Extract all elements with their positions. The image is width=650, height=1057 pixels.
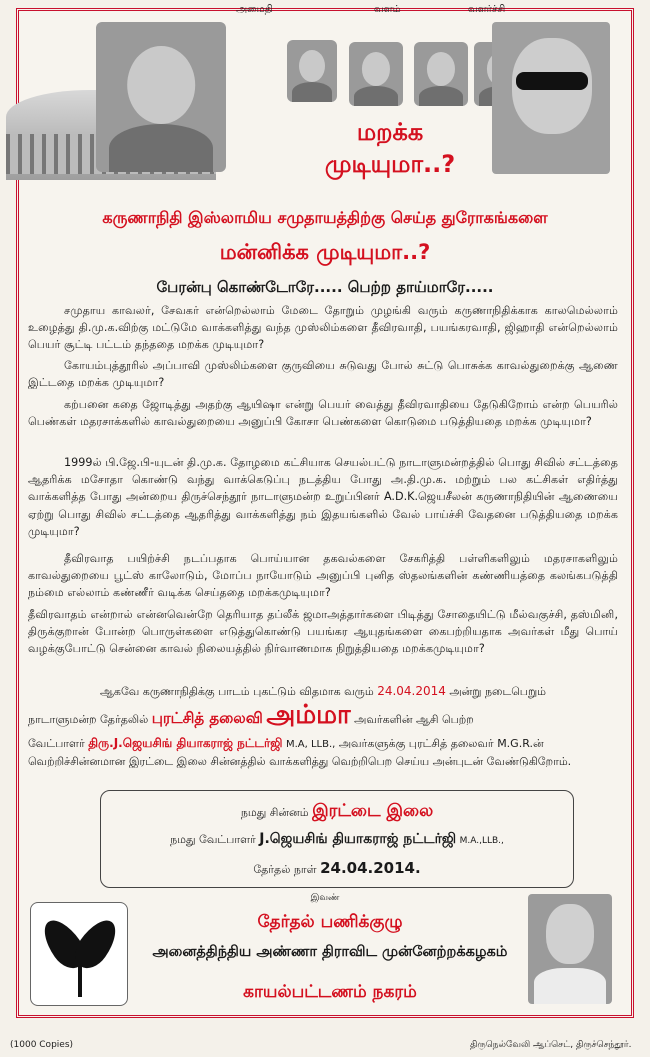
appeal-line3: வேட்பாளர் திரு.J.ஜெயசிங் தியாகராஜ் நட்டர்ஜி M.A, LLB., அவர்களுக்கு புரட்சித் தலைவர் M.G.R.ன் வெற்றிச்சின்னமான இரட்டை இலை சின்னத்தில் வாக்களித்து வெற்றிபெற செய்ய அன்புடன் வேண்டுகிறோம். <box>28 736 572 768</box>
header-label-growth: வளர்ச்சி <box>468 4 506 15</box>
slogan-line2: முடியுமா..? <box>324 150 456 178</box>
leader-photo-2 <box>349 42 403 106</box>
paragraph-5: தீவிரவாத பயிற்ச்சி நடப்பதாக பொய்யான தகவல்களை சேகரித்தி பள்ளிகளிலும் மதரசாகளிலும் காவல்துறையை பூட்ஸ் காலோடும், மோப்ப நாயோடும் அனுப்பி புனித ஸ்தலங்களின் கண்ணியத்தை கலங்கபடுத்தி நம்மை எல்லாம் கண்ணீர் வடிக்க செய்ததை மறக்கமுடியுமா? <box>28 552 618 600</box>
party-name: அனைத்திந்திய அண்ணா திராவிட முன்னேற்றக்கழகம் <box>152 944 508 960</box>
headline-line1: கருணாநிதி இஸ்லாமிய சமுதாயத்திற்கு செய்த துரோகங்களை <box>102 208 548 227</box>
signature-by: இவண் <box>310 893 340 903</box>
paragraph-1: சமுதாய காவலர், சேவகர் என்றெல்லாம் மேடை தோறும் முழங்கி வரும் கருணாநிதிக்காக காலமெல்லாம் உழைத்து தி.மு.க.விற்கு மட்டுமே வாக்களித்து வந்த முஸ்லிம்களை தீவிரவாதி, பயங்கரவாதி, ஜிஹாதி என்றெல்லாம் பெயர் சூட்டி பட்டம் தந்ததை மறக்க முடியுமா? <box>28 304 618 352</box>
mgr-portrait-photo <box>492 22 610 174</box>
candidate-photo <box>528 894 612 1004</box>
box-candidate-line: நமது வேட்பாளர் J.ஜெயசிங் தியாகராஜ் நட்டர்ஜி M.A.,LLB., <box>170 831 504 847</box>
header-label-prosperity: வளம் <box>374 4 401 15</box>
appeal-line1: ஆகவே கருணாநிதிக்கு பாடம் புகட்டும் விதமாக வரும் 24.04.2014 அன்று நடைபெறும் <box>100 684 547 698</box>
election-committee: தேர்தல் பணிக்குழு <box>257 912 403 932</box>
printer-note: திருநெல்வேலி ஆப்செட், திருச்செந்தூர். <box>470 1040 632 1050</box>
leader-portrait-photo <box>96 22 226 172</box>
appeal-line2: நாடாளுமன்ற தேர்தலில் புரட்சித் தலைவி அம்மா அவர்களின் ஆசி பெற்ற <box>28 700 474 730</box>
slogan-line1: மறக்க <box>356 118 424 146</box>
leader-name: அம்மா <box>266 700 351 730</box>
header-label-peace: அமைதி <box>236 4 273 15</box>
leader-photo-1 <box>287 40 337 102</box>
copies-note: (1000 Copies) <box>10 1040 74 1050</box>
headline-line2: மன்னிக்க முடியுமா..? <box>219 240 431 264</box>
box-symbol-line: நமது சின்னம் இரட்டை இலை <box>240 801 434 821</box>
paragraph-3: கற்பனை கதை ஜோடித்து அதற்கு ஆயிஷா என்று பெயர் வைத்து தீவிரவாதியை தேடுகிறோம் என்ற பெயரில் பெண்கள் மதரசாக்களில் காவல்துறையை அனுப்பி கோசா பெண்களை கொடுமை படுத்தியதை மறக்க முடியுமா? <box>28 398 618 429</box>
two-leaves-symbol-icon <box>30 902 128 1006</box>
candidate-name: திரு.J.ஜெயசிங் தியாகராஜ் நட்டர்ஜி <box>88 736 283 750</box>
town-name: காயல்பட்டணம் நகரம் <box>243 982 417 1002</box>
paragraph-4: 1999ல் பி.ஜே.பி-யுடன் தி.மு.க. தோழமை கட்சியாக செயல்பட்டு நாடாளுமன்றத்தில் பொது சிவில் சட்டத்தை ஆதரிக்க மசோதா கொண்டு வந்து வாக்கெடுப்பு நடத்திய போது அ.தி.மு.க. மற்றும் பல கட்சிகள் எதிர்த்து வாக்களித்த போது அன்றைய திருச்செந்தூர் நாடாளுமன்ற உறுப்பினர் A.D.K.ஜெயசீலன் கருணாநிதியின் ஆணையை ஏற்று பொது சிவில் சட்டத்தை ஆதரித்து வாக்களித்து நம் இதயங்களில் வேல் பாய்ச்சி வேதனை படுத்தியதை மறக்க முடியுமா? <box>28 456 618 538</box>
election-date: 24.04.2014 <box>377 684 446 698</box>
paragraph-6: தீவிரவாதம் என்றால் என்னவென்றே தெரியாத தப்லீக் ஜமாஅத்தார்களை பிடித்து சோதையிட்டு மீல்வகுச்சி, தஸ்மினி, திருக்குறான் போன்ற பொருள்களை எடுத்துகொண்டு பயங்கர ஆயுதங்களை கைபற்றியதாக அவர்கள் மீது பொய் வழக்குபோட்டு சென்னை காவல் நிலையத்தில் நிர்வாணமாக நிறுத்தியதை மறக்கமுடியுமா? <box>28 608 618 656</box>
box-date-line: தேர்தல் நாள் 24.04.2014. <box>253 859 421 877</box>
salutation: பேரன்பு கொண்டோரே..... பெற்ற தாய்மாரே..... <box>156 278 494 296</box>
leader-title: புரட்சித் தலைவி <box>151 709 263 727</box>
candidate-box <box>100 790 574 888</box>
paragraph-2: கோயம்புத்தூரில் அப்பாவி முஸ்லிம்களை குருவியை சுடுவது போல் சுட்டு பொசுக்க காவல்துறைக்கு ஆணை இட்டதை மறக்க முடியுமா? <box>28 359 618 390</box>
leader-photo-3 <box>414 42 468 106</box>
